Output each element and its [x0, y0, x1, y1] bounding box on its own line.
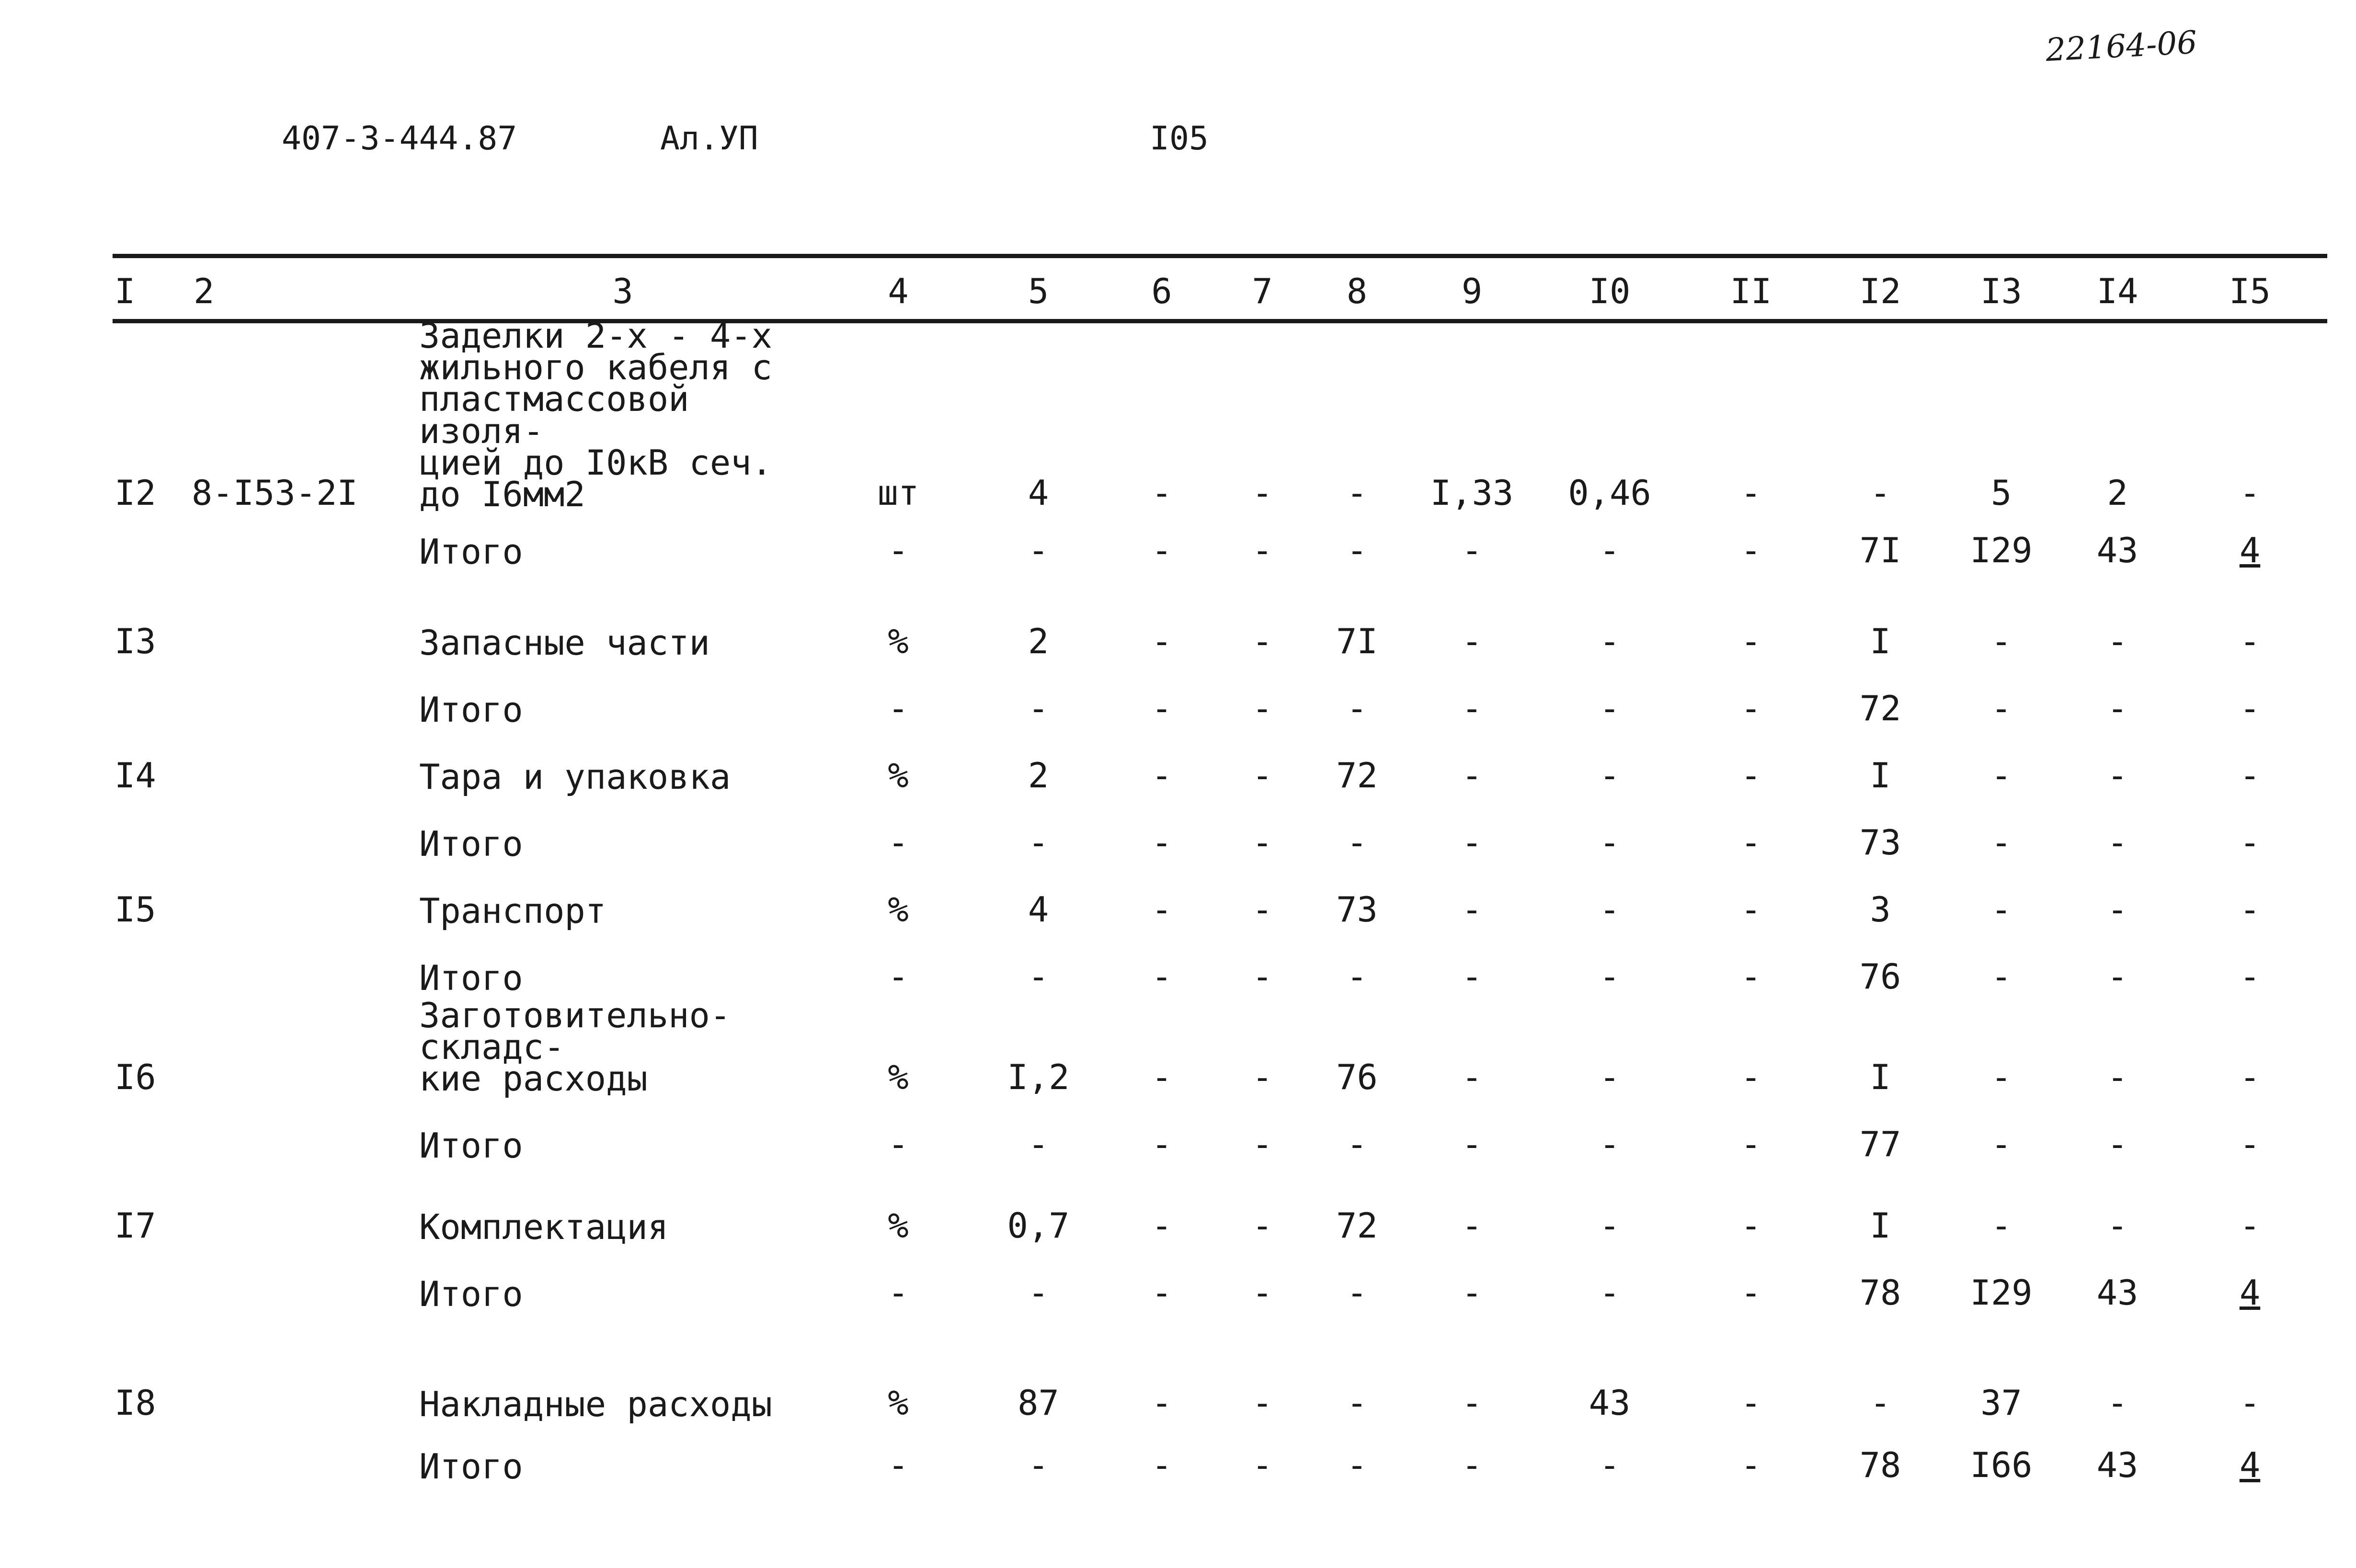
table-row	[113, 1094, 2327, 1161]
description-line: Итого	[419, 690, 523, 730]
value-cell-c11: -	[1740, 755, 1761, 796]
value-cell-c7: -	[1252, 822, 1273, 863]
value-cell-c5: I,2	[1007, 1057, 1070, 1098]
value-cell-c6: -	[1151, 1057, 1172, 1098]
value-cell-c7: -	[1252, 1124, 1273, 1165]
value-cell-c13: -	[1990, 621, 2012, 662]
col-header-14: I4	[2096, 271, 2139, 311]
description-line: Итого	[419, 1274, 523, 1315]
unit-cell: -	[888, 1124, 909, 1165]
item-description	[419, 510, 826, 572]
description-line: жильного кабеля с	[419, 347, 772, 388]
value-cell-c13: -	[1990, 688, 2012, 729]
value-cell-c13: -	[1990, 889, 2012, 930]
row-number	[113, 659, 192, 726]
value-cell-c10: 43	[1589, 1383, 1631, 1423]
row-number: I2	[114, 473, 156, 513]
value-cell-c15: -	[2239, 1205, 2261, 1246]
item-description	[419, 316, 826, 515]
value-cell-c15: -	[2239, 473, 2261, 513]
value-cell-c9: -	[1461, 1124, 1483, 1165]
value-cell-c11: -	[1740, 1205, 1761, 1246]
value-cell-c9: -	[1461, 1445, 1483, 1486]
column-number-row	[113, 262, 2327, 320]
value-cell-c12: 78	[1859, 1445, 1901, 1486]
row-number	[113, 510, 192, 568]
unit-cell: %	[888, 1383, 909, 1423]
rate-code	[192, 659, 419, 726]
unit-cell: -	[888, 956, 909, 997]
item-description	[419, 568, 826, 663]
value-cell-c10: -	[1599, 1273, 1620, 1313]
table-row	[113, 1243, 2327, 1310]
unit-cell: -	[888, 822, 909, 863]
value-cell-c12: 7I	[1859, 530, 1901, 571]
description-line: Заготовительно-складс-	[419, 995, 731, 1067]
cost-table-body	[113, 316, 2327, 1487]
value-cell-c6: -	[1151, 1383, 1172, 1423]
value-cell-c5: 87	[1018, 1383, 1059, 1423]
value-cell-c5: -	[1028, 956, 1049, 997]
value-cell-c13: -	[1990, 1057, 2012, 1098]
rate-code	[192, 1094, 419, 1161]
table-row	[113, 1420, 2327, 1482]
value-cell-c6: -	[1151, 755, 1172, 796]
value-cell-c15: -	[2239, 621, 2261, 662]
col-header-11: II	[1730, 271, 1772, 311]
row-number: I5	[114, 889, 156, 930]
row-number: I7	[114, 1205, 156, 1246]
value-cell-c13: -	[1990, 1205, 2012, 1246]
value-cell-c10: -	[1599, 1445, 1620, 1486]
item-description	[419, 1243, 826, 1315]
value-cell-c8: -	[1346, 1445, 1368, 1486]
table-row	[113, 1310, 2327, 1420]
value-cell-c5: -	[1028, 822, 1049, 863]
rate-code	[192, 1161, 419, 1243]
value-cell-c7: -	[1252, 688, 1273, 729]
item-description	[419, 860, 826, 932]
value-cell-c15: 4	[2239, 530, 2261, 571]
value-cell-c8: -	[1346, 1124, 1368, 1165]
value-cell-c15: 4	[2239, 1445, 2261, 1486]
col-header-6: 6	[1151, 271, 1172, 311]
item-description	[419, 927, 826, 999]
value-cell-c14: -	[2107, 755, 2128, 796]
item-description	[419, 1094, 826, 1166]
value-cell-c13: I29	[1970, 1273, 2033, 1313]
value-cell-c5: 2	[1028, 755, 1049, 796]
unit-cell: %	[888, 889, 909, 930]
value-cell-c8: 72	[1336, 1205, 1378, 1246]
value-cell-c15: 4	[2239, 1273, 2261, 1313]
value-cell-c8: 73	[1336, 889, 1378, 930]
table-row	[113, 793, 2327, 860]
description-line: пластмассовой изоля-	[419, 379, 689, 451]
value-cell-c7: -	[1252, 1057, 1273, 1098]
value-cell-c7: -	[1252, 621, 1273, 662]
value-cell-c9: -	[1461, 822, 1483, 863]
value-cell-c10: -	[1599, 822, 1620, 863]
unit-cell: %	[888, 1205, 909, 1246]
value-cell-c7: -	[1252, 530, 1273, 571]
value-cell-c15: -	[2239, 889, 2261, 930]
rate-code: 8-I53-2I	[192, 473, 358, 513]
value-cell-c15: -	[2239, 1383, 2261, 1423]
rate-code	[192, 568, 419, 659]
description-line: Тара и упаковка	[419, 757, 731, 797]
value-cell-c15: -	[2239, 956, 2261, 997]
unit-cell: -	[888, 688, 909, 729]
row-number: I4	[114, 755, 156, 796]
value-cell-c11: -	[1740, 956, 1761, 997]
value-cell-c10: 0,46	[1568, 473, 1651, 513]
doc-code: 407-3-444.87	[282, 120, 517, 158]
value-cell-c14: -	[2107, 1383, 2128, 1423]
album-label: Ал.УП	[660, 120, 758, 158]
col-header-4: 4	[888, 271, 909, 311]
table-row	[113, 320, 2327, 510]
item-description	[419, 1310, 826, 1425]
value-cell-c10: -	[1599, 621, 1620, 662]
value-cell-c6: -	[1151, 530, 1172, 571]
table-row	[113, 1161, 2327, 1243]
value-cell-c8: -	[1346, 956, 1368, 997]
value-cell-c12: -	[1870, 473, 1891, 513]
value-cell-c10: -	[1599, 688, 1620, 729]
value-cell-c6: -	[1151, 956, 1172, 997]
rate-code	[192, 994, 419, 1094]
value-cell-c6: -	[1151, 688, 1172, 729]
row-number	[113, 927, 192, 994]
value-cell-c14: 43	[2096, 1445, 2139, 1486]
value-cell-c14: -	[2107, 956, 2128, 997]
rate-code	[192, 510, 419, 568]
value-cell-c5: 4	[1028, 889, 1049, 930]
value-cell-c10: -	[1599, 956, 1620, 997]
value-cell-c13: 5	[1990, 473, 2012, 513]
value-cell-c5: -	[1028, 1273, 1049, 1313]
value-cell-c8: 76	[1336, 1057, 1378, 1098]
value-cell-c8: 7I	[1336, 621, 1378, 662]
value-cell-c7: -	[1252, 956, 1273, 997]
rate-code	[192, 1243, 419, 1310]
value-cell-c12: 78	[1859, 1273, 1901, 1313]
value-cell-c14: -	[2107, 889, 2128, 930]
value-cell-c11: -	[1740, 1057, 1761, 1098]
value-cell-c6: -	[1151, 822, 1172, 863]
value-cell-c8: -	[1346, 473, 1368, 513]
value-cell-c10: -	[1599, 889, 1620, 930]
value-cell-c7: -	[1252, 889, 1273, 930]
value-cell-c11: -	[1740, 1383, 1761, 1423]
value-cell-c9: I,33	[1430, 473, 1514, 513]
value-cell-c15: -	[2239, 755, 2261, 796]
table-row	[113, 568, 2327, 659]
value-cell-c11: -	[1740, 822, 1761, 863]
value-cell-c8: -	[1346, 1383, 1368, 1423]
rate-code	[192, 927, 419, 994]
value-cell-c6: -	[1151, 1124, 1172, 1165]
value-cell-c6: -	[1151, 473, 1172, 513]
value-cell-c11: -	[1740, 473, 1761, 513]
value-cell-c5: 4	[1028, 473, 1049, 513]
unit-cell: %	[888, 621, 909, 662]
value-cell-c13: -	[1990, 1124, 2012, 1165]
item-description	[419, 659, 826, 730]
value-cell-c11: -	[1740, 688, 1761, 729]
col-header-12: I2	[1859, 271, 1901, 311]
value-cell-c7: -	[1252, 755, 1273, 796]
item-description	[419, 1161, 826, 1248]
description-line: Итого	[419, 1125, 523, 1166]
item-description	[419, 726, 826, 797]
value-cell-c9: -	[1461, 688, 1483, 729]
value-cell-c5: -	[1028, 688, 1049, 729]
col-header-7: 7	[1252, 271, 1273, 311]
value-cell-c7: -	[1252, 1383, 1273, 1423]
cost-table	[113, 262, 2327, 1487]
value-cell-c9: -	[1461, 1205, 1483, 1246]
value-cell-c8: 72	[1336, 755, 1378, 796]
description-line: Итого	[419, 824, 523, 864]
value-cell-c11: -	[1740, 621, 1761, 662]
value-cell-c5: -	[1028, 1124, 1049, 1165]
description-line: Итого	[419, 532, 523, 572]
value-cell-c13: -	[1990, 755, 2012, 796]
value-cell-c8: -	[1346, 530, 1368, 571]
row-number: I3	[114, 621, 156, 662]
value-cell-c14: 43	[2096, 1273, 2139, 1313]
value-cell-c13: I29	[1970, 530, 2033, 571]
row-number	[113, 1243, 192, 1310]
col-header-5: 5	[1028, 271, 1049, 311]
description-line: Комплектация	[419, 1207, 669, 1248]
value-cell-c12: I	[1870, 1205, 1891, 1246]
value-cell-c9: -	[1461, 1057, 1483, 1098]
value-cell-c11: -	[1740, 530, 1761, 571]
row-number	[113, 793, 192, 860]
description-line: Заделки 2-х - 4-х	[419, 316, 772, 356]
value-cell-c7: -	[1252, 473, 1273, 513]
value-cell-c6: -	[1151, 1273, 1172, 1313]
value-cell-c14: -	[2107, 1057, 2128, 1098]
value-cell-c10: -	[1599, 1205, 1620, 1246]
table-row	[113, 927, 2327, 994]
value-cell-c8: -	[1346, 822, 1368, 863]
value-cell-c11: -	[1740, 1124, 1761, 1165]
row-number	[113, 1094, 192, 1161]
col-header-15: I5	[2229, 271, 2271, 311]
row-number: I8	[114, 1383, 156, 1423]
table-row	[113, 994, 2327, 1094]
value-cell-c5: 0,7	[1007, 1205, 1070, 1246]
description-line: Транспорт	[419, 891, 606, 932]
value-cell-c14: -	[2107, 688, 2128, 729]
rate-code	[192, 726, 419, 793]
col-header-1: I	[114, 271, 136, 311]
value-cell-c11: -	[1740, 1445, 1761, 1486]
value-cell-c6: -	[1151, 621, 1172, 662]
col-header-2: 2	[194, 271, 215, 311]
value-cell-c13: -	[1990, 822, 2012, 863]
value-cell-c13: -	[1990, 956, 2012, 997]
item-description	[419, 793, 826, 864]
row-number: I6	[114, 1057, 156, 1098]
table-row	[113, 510, 2327, 568]
value-cell-c10: -	[1599, 1124, 1620, 1165]
rate-code	[192, 1310, 419, 1420]
row-number	[113, 1420, 192, 1482]
value-cell-c6: -	[1151, 1205, 1172, 1246]
header-top-rule	[113, 254, 2327, 258]
rate-code	[192, 860, 419, 927]
description-line: Запасные части	[419, 623, 710, 663]
col-header-9: 9	[1461, 271, 1483, 311]
value-cell-c10: -	[1599, 530, 1620, 571]
value-cell-c9: -	[1461, 530, 1483, 571]
value-cell-c5: -	[1028, 530, 1049, 571]
value-cell-c5: 2	[1028, 621, 1049, 662]
unit-cell: шт	[877, 473, 919, 513]
value-cell-c12: 77	[1859, 1124, 1901, 1165]
value-cell-c12: I	[1870, 755, 1891, 796]
rate-code	[192, 1420, 419, 1482]
value-cell-c9: -	[1461, 1273, 1483, 1313]
col-header-8: 8	[1346, 271, 1368, 311]
description-line: кие расходы	[419, 1058, 648, 1099]
item-description	[419, 994, 826, 1099]
value-cell-c12: 3	[1870, 889, 1891, 930]
value-cell-c9: -	[1461, 956, 1483, 997]
col-header-3: 3	[612, 271, 633, 311]
value-cell-c14: 2	[2107, 473, 2128, 513]
unit-cell: -	[888, 1445, 909, 1486]
value-cell-c12: I	[1870, 621, 1891, 662]
value-cell-c15: -	[2239, 1057, 2261, 1098]
unit-cell: -	[888, 1273, 909, 1313]
handwritten-stamp-number: 22164-06	[2045, 23, 2198, 69]
value-cell-c14: -	[2107, 621, 2128, 662]
value-cell-c7: -	[1252, 1273, 1273, 1313]
description-line: Накладные расходы	[419, 1384, 772, 1425]
value-cell-c14: -	[2107, 1205, 2128, 1246]
value-cell-c14: 43	[2096, 530, 2139, 571]
unit-cell: %	[888, 755, 909, 796]
value-cell-c8: -	[1346, 1273, 1368, 1313]
description-line: Итого	[419, 1446, 523, 1487]
value-cell-c15: -	[2239, 688, 2261, 729]
value-cell-c6: -	[1151, 1445, 1172, 1486]
value-cell-c15: -	[2239, 822, 2261, 863]
unit-cell: -	[888, 530, 909, 571]
value-cell-c10: -	[1599, 755, 1620, 796]
table-row	[113, 860, 2327, 927]
description-line: до I6мм2	[419, 474, 585, 515]
unit-cell: %	[888, 1057, 909, 1098]
item-description	[419, 1420, 826, 1487]
value-cell-c15: -	[2239, 1124, 2261, 1165]
col-header-10: I0	[1589, 271, 1631, 311]
value-cell-c14: -	[2107, 1124, 2128, 1165]
value-cell-c9: -	[1461, 889, 1483, 930]
page-number: I05	[1150, 120, 1209, 158]
table-row	[113, 659, 2327, 726]
value-cell-c7: -	[1252, 1445, 1273, 1486]
value-cell-c6: -	[1151, 889, 1172, 930]
description-line: Итого	[419, 958, 523, 999]
rate-code	[192, 793, 419, 860]
value-cell-c12: 72	[1859, 688, 1901, 729]
value-cell-c7: -	[1252, 1205, 1273, 1246]
col-header-13: I3	[1980, 271, 2022, 311]
value-cell-c13: 37	[1980, 1383, 2022, 1423]
value-cell-c13: I66	[1970, 1445, 2033, 1486]
value-cell-c9: -	[1461, 621, 1483, 662]
value-cell-c11: -	[1740, 889, 1761, 930]
value-cell-c12: 73	[1859, 822, 1901, 863]
value-cell-c8: -	[1346, 688, 1368, 729]
value-cell-c9: -	[1461, 755, 1483, 796]
value-cell-c10: -	[1599, 1057, 1620, 1098]
value-cell-c9: -	[1461, 1383, 1483, 1423]
value-cell-c12: I	[1870, 1057, 1891, 1098]
value-cell-c11: -	[1740, 1273, 1761, 1313]
value-cell-c5: -	[1028, 1445, 1049, 1486]
table-row	[113, 726, 2327, 793]
value-cell-c12: 76	[1859, 956, 1901, 997]
value-cell-c12: -	[1870, 1383, 1891, 1423]
value-cell-c14: -	[2107, 822, 2128, 863]
description-line: цией до I0кВ сеч.	[419, 442, 772, 483]
